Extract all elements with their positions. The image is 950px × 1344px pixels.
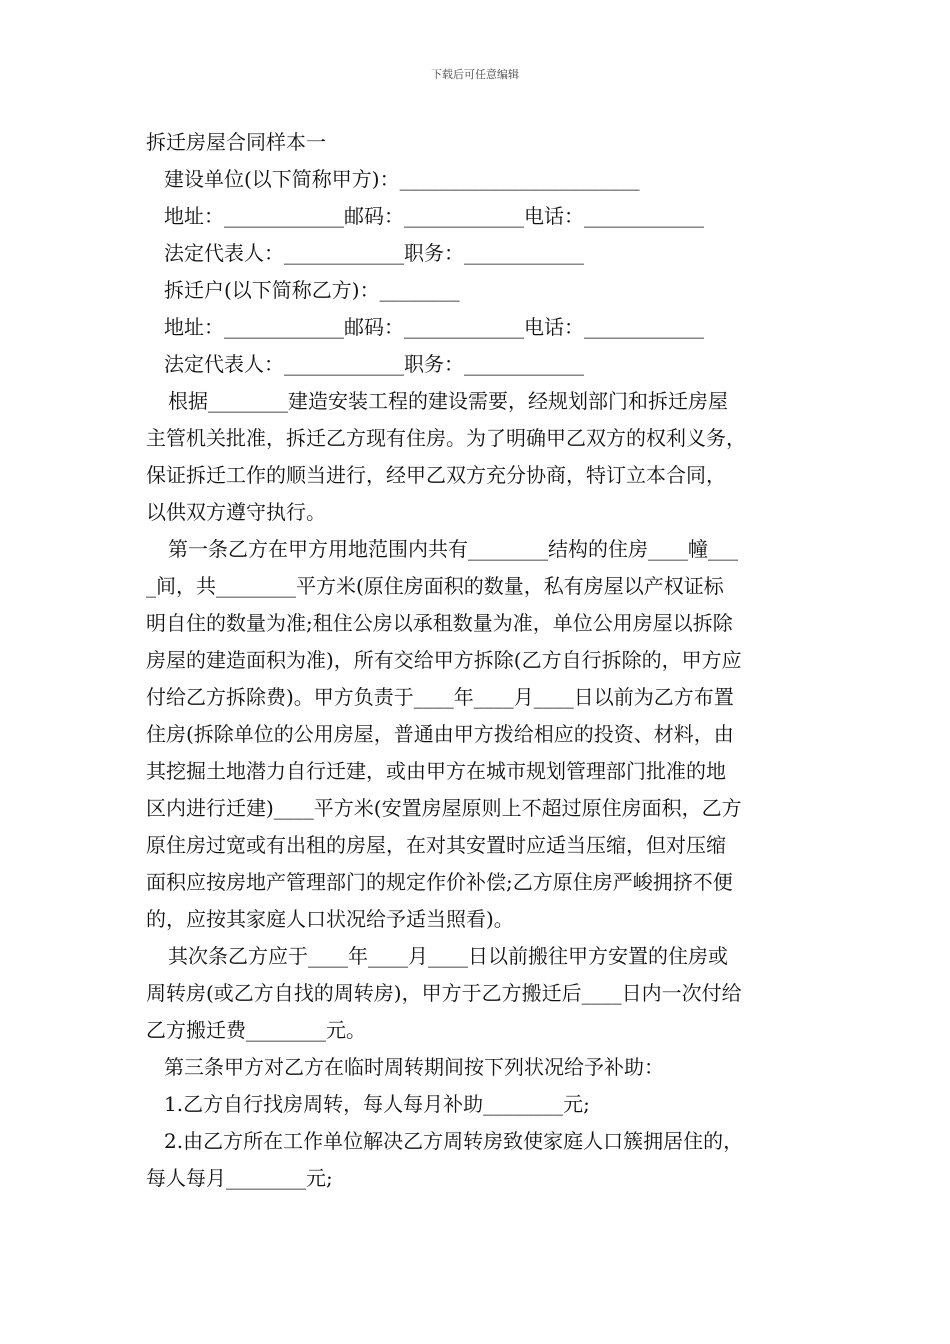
paragraph-line: 第一条乙方在甲方用地范围内共有________结构的住房____幢___ [168,537,738,561]
paragraph-line: 住房(拆除单位的公用房屋，普通由甲方拨给相应的投资、材料，由 [146,722,734,746]
paragraph-line: 以供双方遵守执行。 [146,500,326,524]
page-header-note: 下载后可任意编辑 [431,68,519,81]
paragraph-line: 主管机关批准，拆迁乙方现有住房。为了明确甲乙双方的权利义务， [146,426,746,450]
paragraph-line: 2.由乙方所在工作单位解决乙方周转房致使家庭人口簇拥居住的， [164,1129,744,1153]
article-1-paragraph [146,531,806,938]
party-a-representative-line: 法定代表人：____________职务：____________ [164,241,584,265]
paragraph-line: 明自住的数量为准;租住公房以承租数量为准，单位公用房屋以拆除 [146,611,733,635]
paragraph-line: 房屋的建造面积为准)，所有交给甲方拆除(乙方自行拆除的，甲方应 [146,648,742,672]
paragraph-line: 每人每月________元; [146,1166,333,1190]
preamble-paragraph [146,383,806,531]
paragraph-line: 其次条乙方应于____年____月____日以前搬往甲方安置的住房或 [168,944,728,968]
party-a-name-line: 建设单位(以下简称甲方)：________________________ [164,167,640,191]
article-3-item-1 [146,1086,806,1123]
paragraph-line: 乙方搬迁费________元。 [146,1018,366,1042]
paragraph-line: _间，共________平方米(原住房面积的数量，私有房屋以产权证标 [146,574,724,598]
paragraph-line: 的，应按其家庭人口状况给予适当照看)。 [146,907,514,931]
paragraph-line: 1.乙方自行找房周转，每人每月补助________元; [164,1092,590,1116]
party-b-representative-line: 法定代表人：____________职务：____________ [164,352,584,376]
paragraph-line: 原住房过宽或有出租的房屋，在对其安置时应适当压缩，但对压缩 [146,833,726,857]
paragraph-line: 保证拆迁工作的顺当进行，经甲乙双方充分协商，特订立本合同， [146,463,726,487]
paragraph-line: 面积应按房地产管理部门的规定作价补偿;乙方原住房严峻拥挤不便 [146,870,733,894]
paragraph-line: 区内进行迁建)____平方米(安置房屋原则上不超过原住房面积，乙方 [146,796,742,820]
article-2-paragraph [146,938,806,1049]
paragraph-line: 第三条甲方对乙方在临时周转期间按下列状况给予补助： [164,1055,664,1079]
paragraph-line: 付给乙方拆除费)。甲方负责于____年____月____日以前为乙方布置 [146,685,734,709]
party-b-name-line: 拆迁户(以下简称乙方)：________ [164,278,460,302]
paragraph-line: 根据________建造安装工程的建设需要，经规划部门和拆迁房屋 [168,389,728,413]
paragraph-line: 周转房(或乙方自找的周转房)，甲方于乙方搬迁后____日内一次付给 [146,981,742,1005]
article-3-item-2 [146,1123,806,1197]
document-title: 拆迁房屋合同样本一 [146,130,326,154]
article-3-paragraph [146,1049,806,1086]
document-body [146,124,806,1197]
party-b-address-line: 地址：____________邮码：____________电话：____________ [164,315,704,339]
paragraph-line: 其挖掘土地潜力自行迁建，或由甲方在城市规划管理部门批准的地 [146,759,726,783]
party-a-address-line: 地址：____________邮码：____________电话：____________ [164,204,704,228]
